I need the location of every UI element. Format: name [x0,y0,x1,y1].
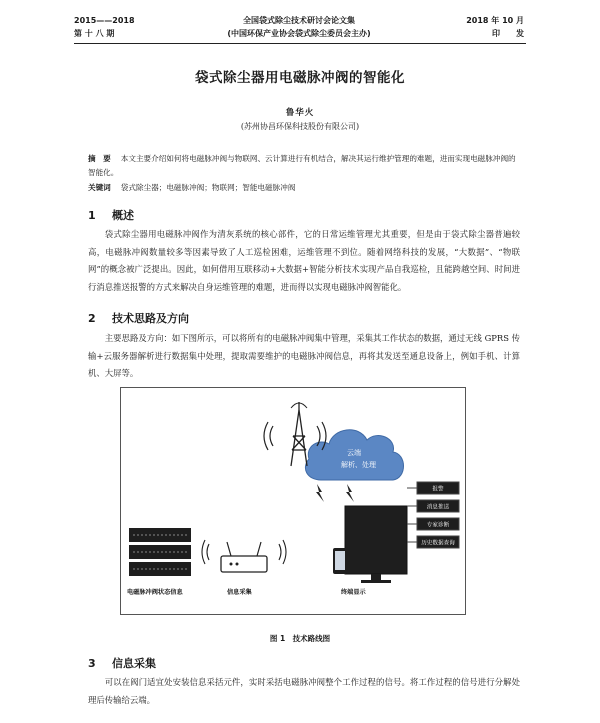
section-heading-2 [88,310,189,326]
section-number: 1 [88,209,96,222]
function-alarm: 报警 [432,486,444,493]
section-heading-1 [88,207,134,223]
function-diagnosis: 专家诊断 [426,522,450,529]
function-push: 消息推送 [426,504,450,511]
abstract [88,152,520,180]
article-author: 鲁华火 [285,108,315,118]
keywords-label: 关键词 [88,183,111,192]
figure-caption: 图 1 技术路线图 [269,634,331,643]
info-collector-device [221,542,267,572]
section-2-paragraph: 主要思路及方向：如下图所示，可以将所有的电磁脉冲阀集中管理，采集其工作状态的数据，通过无线 GPRS 传输+云服务器解析进行数据集中处理，提取需要维护的电磁脉冲阀信息，再将其发送至通息设备上，例如手机、计算机、大屏等。 [88,333,520,378]
header-proceedings-title: 全国袋式除尘技术研讨会论文集 [243,16,355,25]
article-title: 袋式除尘器用电磁脉冲阀的智能化 [195,70,405,86]
section-1-paragraph: 袋式除尘器用电磁脉冲阀作为清灰系统的核心部件，它的日常运维管理尤其重要，但是由于袋式除尘器普遍较高，电磁脉冲阀数量较多等因素导致了人工巡检困难，运维管理不到位。随着网络科技的发展，“大数据”、“物联网”的概念被广泛提出。因此，如何借用互联移动+大数据+智能分析技术实现产品自我巡检，且能跨越空间、时间进行消息推送报警的方式来解决自身运维管理的难题，进而得以实现电磁脉冲阀智能化。 [88,229,520,292]
collector-label: 信息采集 [227,589,252,596]
keywords [88,181,520,195]
abstract-text: 本文主要介绍如何将电磁脉冲阀与物联网、云计算进行有机结合，解决其运行维护管理的难题，进而实现电磁脉冲阀的智能化。 [88,154,516,177]
terminal-functions [407,482,459,548]
header-organizer: (中国环保产业协会袋式除尘委员会主办) [227,29,371,38]
section-number: 2 [88,312,96,325]
section-heading-3 [88,655,156,671]
figure-diagram [121,388,465,614]
lightning-icon [316,484,354,502]
section-title: 概述 [112,209,134,222]
header-printed: 印 发 [492,29,524,38]
function-history: 历史数据查询 [421,540,455,547]
keywords-text: 袋式除尘器；电磁脉冲阀；物联网；智能电磁脉冲阀 [120,183,296,192]
article-affiliation: (苏州协昌环保科技股份有限公司) [240,122,360,131]
header-date: 2018 年 10 月 [466,16,524,25]
header-center [74,14,524,40]
section-number: 3 [88,657,96,670]
valve-status-units [129,528,191,576]
header-divider [74,43,526,44]
terminal-devices [333,506,407,583]
transmission-tower-icon [291,402,307,466]
header-issue: 第 十 八 期 [74,29,115,38]
header-right [466,14,524,40]
valves-label: 电磁脉冲阀状态信息 [127,589,183,596]
cloud-sublabel: 解析、处理 [341,461,376,469]
header-years: 2015——2018 [74,16,135,25]
running-header [74,14,524,54]
section-title: 信息采集 [112,657,156,670]
terminal-label: 终端显示 [341,589,366,596]
technical-route-figure [120,387,466,615]
section-title: 技术思路及方向 [112,312,189,325]
abstract-label: 摘 要 [88,154,111,163]
section-3-paragraph: 可以在阀门适宜处安装信息采括元件，实时采括电磁脉冲阀整个工作过程的信号。将工作过程的信号进行分解处理后传输给云端。 [88,677,520,705]
cloud-label: 云端 [347,449,361,457]
